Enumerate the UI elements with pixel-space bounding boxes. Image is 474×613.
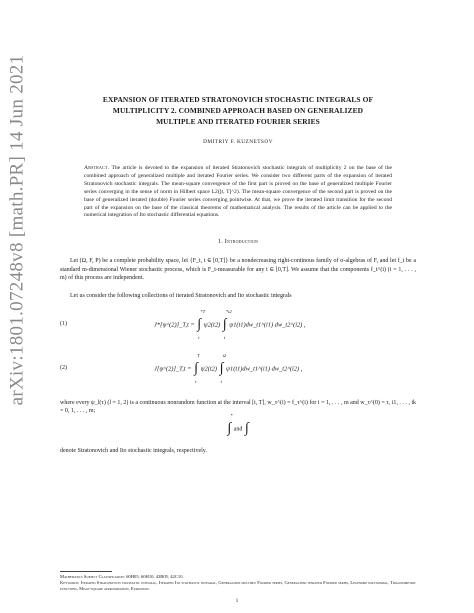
- paper-title: [60, 94, 416, 127]
- equation-1: [60, 307, 416, 345]
- arxiv-stamp-text: arXiv:1801.07248v8 [math.PR] 14 Jun 2021: [6, 54, 28, 406]
- footnotes: [60, 574, 416, 593]
- outer-lower-limit: t: [195, 378, 197, 384]
- inner-integral-sign: ∫ t2 t: [219, 352, 227, 384]
- intro-paragraph-2: Let us consider the following collections of iterated Stratonovich and Ito stochastic integrals: [70, 293, 292, 300]
- abstract-label: Abstract.: [84, 165, 110, 171]
- equation-1-lhs: J*[ψ^(2)]_T,t =: [154, 321, 195, 328]
- title-line-1: EXPANSION OF ITERATED STRATONOVICH STOCHASTIC INTEGRALS OF: [102, 95, 374, 104]
- inner-lower-limit: t: [220, 378, 222, 384]
- stratonovich-integral-sign: ∫ *: [227, 413, 233, 437]
- paper-page: [60, 94, 416, 461]
- msc-codes: 60H05, 60H10, 42B05, 42C10.: [126, 574, 184, 579]
- keywords-text: Iterated Stratonovich stochastic integral, Iterated Ito stochastic integral, Generalized multiple Fourier series, Generalized iterated Fourier series, Legendre polynomial, Trigonometric functions, Mean-square approximation, Expansion.: [60, 580, 416, 592]
- author-name: DMITRIY F. KUZNETSOV: [203, 139, 273, 145]
- title-line-2: MULTIPLICITY 2. COMBINED APPROACH BASED ON GENERALIZED: [112, 106, 364, 115]
- equation-1-body: [154, 308, 306, 340]
- msc-label: Mathematics Subject Classification:: [60, 574, 125, 579]
- equation-2-body: [154, 352, 303, 384]
- arxiv-identifier-stamp: [4, 40, 30, 420]
- inner-upper-limit: t2: [222, 352, 227, 358]
- inner-lower-limit: t: [223, 334, 226, 340]
- title-line-3: MULTIPLE AND ITERATED FOURIER SERIES: [156, 117, 320, 126]
- and-word: and: [233, 426, 243, 433]
- section-title: Introduction: [224, 238, 259, 246]
- inner-integral-sign: ∫ *t2 t: [222, 308, 232, 340]
- keywords-label: Keywords:: [60, 580, 80, 586]
- footnote-rule: [60, 571, 112, 572]
- intro-paragraph-1: Let (Ω, F, P) be a complete probability space, let {F_t, t ∈ [0,T]} be a nondecreasing right-continous family of σ-algebras of F, and let f_t be a standard m-dimensional Wiener stochastic process, which is F_t-measurable for any t ∈ [0,T]. We assume that the components f_t^(i) (i = 1, . . . , m) of this process are independent.: [60, 258, 416, 281]
- outer-integral-sign: ∫ *T t: [197, 308, 206, 340]
- equation-2-lhs: J[ψ^(2)]_T,t =: [154, 365, 192, 372]
- abstract: [84, 165, 392, 220]
- keywords-line: [60, 580, 416, 592]
- section-heading: [60, 238, 416, 245]
- outer-upper-limit: T: [197, 352, 200, 358]
- outer-integral-sign: ∫ T t: [194, 352, 200, 384]
- ito-integral-sign: ∫: [244, 421, 249, 437]
- stratonovich-star: *: [230, 413, 233, 419]
- page-number: 1: [235, 599, 239, 604]
- intro-paragraph-4: denote Stratonovich and Ito stochastic integrals, respectively.: [60, 448, 207, 455]
- equation-2-rhs: ψ1(t1)dw_t1^(i1) dw_t2^(i2) ,: [226, 365, 303, 372]
- equation-2-number: (2): [60, 364, 67, 371]
- section-number: 1.: [217, 238, 223, 246]
- equation-2: [60, 351, 416, 389]
- abstract-text: The article is devoted to the expansion of iterated Stratonovich stochastic integrals of multiplicity 2 on the base of the combined approach of generalized multiple and iterated Fourier series. We consider two different parts of the expansion of iterated Stratonovich stochastic integrals. The mean-square convergence of the first part is proved on the base of generalized multiple Fourier series converging in the sense of norm in Hilbert space L2([t, T]^2). The mean-square convergence of the second part is proved on the base of generalized iterated (double) Fourier series converging pointwise. At that, we prove the iterated limit transition for the second part of the expansion on the base of the classical theorems of mathematical analysis. The results of the article can be applied to the numerical integration of Ito stochastic differential equations.: [84, 165, 392, 219]
- equation-2-inner-term: ψ2(t2): [200, 365, 217, 372]
- equation-1-rhs: ψ1(t1)dw_t1^(i1) dw_t2^(i2) ,: [229, 321, 306, 328]
- equation-1-inner-term: ψ2(t2): [203, 321, 221, 328]
- integral-notation-line: [60, 413, 416, 437]
- outer-lower-limit: t: [198, 334, 200, 340]
- inner-upper-limit: *t2: [225, 308, 232, 314]
- equation-1-number: (1): [60, 320, 67, 327]
- intro-paragraph-3: where every ψ_l(τ) (l = 1, 2) is a continuous nonrandom function at the interval [t, T], w_τ^(i) = f_τ^(i) for i = 1, . . . , m and w_τ^(0) = τ, i1, . . . , ik = 0, 1, . . . , m;: [60, 399, 416, 414]
- outer-upper-limit: *T: [200, 308, 206, 314]
